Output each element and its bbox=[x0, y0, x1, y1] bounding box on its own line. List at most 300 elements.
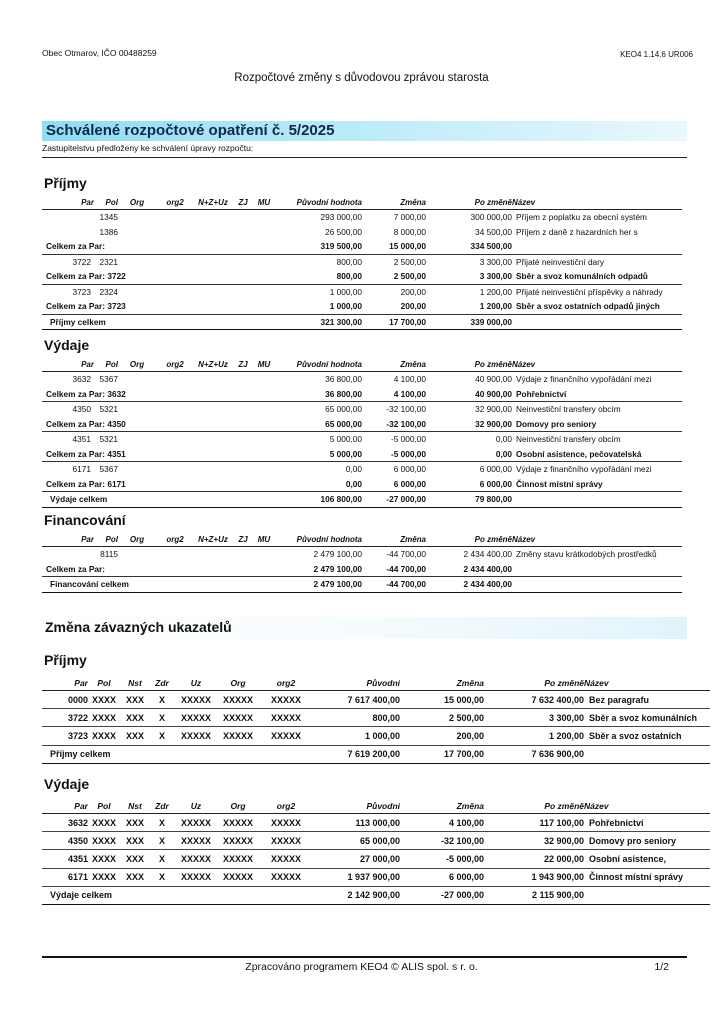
cell: 65 000,00 bbox=[274, 417, 362, 432]
cell: Domovy pro seniory bbox=[584, 832, 710, 850]
cell: Přijaté neinvestiční příspěvky a náhrady bbox=[516, 286, 663, 297]
footer-text: Zpracováno programem KEO4 © ALIS spol. s r. o. bbox=[245, 961, 478, 973]
row-label: Celkem za Par: bbox=[42, 239, 274, 254]
cell: 0,00 bbox=[426, 447, 512, 462]
column-header: org2 bbox=[156, 533, 194, 547]
table-row bbox=[42, 299, 682, 314]
section-title-financovani: Financování bbox=[44, 512, 126, 528]
cell: 2 142 900,00 bbox=[314, 886, 400, 904]
column-header: Pol bbox=[88, 675, 120, 691]
cell bbox=[118, 254, 156, 269]
column-header: Nst bbox=[120, 675, 150, 691]
section-title-prijmy: Příjmy bbox=[44, 175, 87, 191]
cell: Výdaje z finančního vypořádání mezi bbox=[516, 464, 652, 475]
row-label: Celkem za Par: 3723 bbox=[42, 299, 274, 314]
cell: -44 700,00 bbox=[386, 549, 426, 560]
cell bbox=[156, 254, 194, 269]
cell bbox=[118, 462, 156, 477]
cell: 2 479 100,00 bbox=[313, 549, 362, 560]
cell: Osobní asistence, bbox=[584, 850, 710, 868]
section-title-ind-prijmy: Příjmy bbox=[44, 652, 87, 668]
cell: Přijaté neinvestiční dary bbox=[516, 256, 605, 267]
cell bbox=[42, 547, 94, 562]
cell: XXXXX bbox=[258, 868, 314, 886]
cell bbox=[254, 210, 274, 225]
table-total-row bbox=[42, 745, 710, 763]
cell bbox=[156, 547, 194, 562]
cell: X bbox=[150, 850, 174, 868]
table-row bbox=[42, 832, 710, 850]
cell: 3722 bbox=[72, 256, 91, 267]
cell bbox=[512, 314, 682, 330]
column-header: Org bbox=[118, 533, 156, 547]
row-label: Výdaje celkem bbox=[42, 886, 314, 904]
cell bbox=[194, 254, 232, 269]
cell: 22 000,00 bbox=[484, 850, 584, 868]
table-row bbox=[42, 477, 682, 492]
cell: Změny stavu krátkodobých prostředků bbox=[516, 549, 657, 560]
column-header: Par bbox=[42, 798, 88, 814]
column-header: org2 bbox=[156, 358, 194, 372]
cell: 65 000,00 bbox=[314, 832, 400, 850]
cell: 15 000,00 bbox=[400, 691, 484, 709]
column-header: N+Z+Uz bbox=[194, 358, 232, 372]
cell: XXXXX bbox=[174, 850, 218, 868]
row-label: Příjmy celkem bbox=[42, 314, 274, 330]
footer-divider bbox=[42, 956, 687, 958]
column-header: Pol bbox=[94, 358, 118, 372]
column-header: org2 bbox=[258, 798, 314, 814]
column-header: org2 bbox=[156, 196, 194, 210]
cell: XXX bbox=[120, 868, 150, 886]
cell: -44 700,00 bbox=[362, 577, 426, 593]
row-label: Příjmy celkem bbox=[42, 745, 314, 763]
row-label: Financování celkem bbox=[42, 577, 274, 593]
cell: Pohřebnictví bbox=[512, 387, 682, 402]
cell: XXXXX bbox=[218, 868, 258, 886]
table-row bbox=[42, 868, 710, 886]
cell: 200,00 bbox=[400, 727, 484, 745]
row-label: Celkem za Par: 3632 bbox=[42, 387, 274, 402]
section-title-ind-vydaje: Výdaje bbox=[44, 776, 90, 792]
document-title: Rozpočtové změny s důvodovou zprávou starosta bbox=[234, 72, 489, 84]
cell: 5367 bbox=[99, 464, 118, 475]
column-header: Zdr bbox=[150, 798, 174, 814]
cell: 3 300,00 bbox=[484, 709, 584, 727]
cell: Činnost místní správy bbox=[584, 868, 710, 886]
column-header: N+Z+Uz bbox=[194, 196, 232, 210]
cell: XXXX bbox=[88, 727, 120, 745]
column-header: Po změně bbox=[484, 798, 584, 814]
cell: XXXXX bbox=[174, 691, 218, 709]
cell: Sběr a svoz komunálních odpadů bbox=[512, 269, 682, 284]
cell: 17 700,00 bbox=[400, 745, 484, 763]
cell bbox=[232, 432, 254, 447]
table-header-row bbox=[42, 196, 682, 210]
cell: 4 100,00 bbox=[362, 387, 426, 402]
page-number: 1/2 bbox=[654, 961, 669, 973]
column-header: ZJ bbox=[232, 533, 254, 547]
cell: 200,00 bbox=[400, 286, 426, 297]
cell: XXXX bbox=[88, 868, 120, 886]
cell: -32 100,00 bbox=[362, 417, 426, 432]
column-header: Par bbox=[42, 358, 94, 372]
cell: 4350 bbox=[42, 832, 88, 850]
column-header: Název bbox=[512, 358, 682, 372]
cell bbox=[254, 462, 274, 477]
cell: -32 100,00 bbox=[386, 404, 426, 415]
cell: 6 000,00 bbox=[479, 464, 512, 475]
cell: Neinvestiční transfery obcím bbox=[516, 434, 621, 445]
cell: XXXXX bbox=[258, 850, 314, 868]
cell: 5 000,00 bbox=[329, 434, 362, 445]
cell bbox=[254, 254, 274, 269]
row-label: Celkem za Par: 3722 bbox=[42, 269, 274, 284]
cell bbox=[118, 432, 156, 447]
column-header: Název bbox=[512, 196, 682, 210]
cell: 27 000,00 bbox=[314, 850, 400, 868]
table-row bbox=[42, 239, 682, 254]
cell: XXX bbox=[120, 727, 150, 745]
cell: 1386 bbox=[99, 226, 118, 237]
cell: 15 000,00 bbox=[362, 239, 426, 254]
cell: XXX bbox=[120, 832, 150, 850]
cell: 3723 bbox=[42, 727, 88, 745]
table-row bbox=[42, 492, 682, 508]
cell: -5 000,00 bbox=[400, 850, 484, 868]
cell: 65 000,00 bbox=[325, 404, 362, 415]
cell bbox=[232, 372, 254, 387]
cell: Sběr a svoz ostatních bbox=[584, 727, 710, 745]
cell: 293 000,00 bbox=[320, 212, 362, 223]
cell: 0,00 bbox=[345, 464, 362, 475]
table-header-row bbox=[42, 358, 682, 372]
cell: X bbox=[150, 727, 174, 745]
cell: 2 500,00 bbox=[400, 709, 484, 727]
cell: 6171 bbox=[42, 868, 88, 886]
cell: XXXXX bbox=[174, 727, 218, 745]
cell: XXXXX bbox=[174, 709, 218, 727]
cell: XXXXX bbox=[218, 832, 258, 850]
cell bbox=[156, 432, 194, 447]
cell: 2 434 400,00 bbox=[463, 549, 512, 560]
cell: 7 000,00 bbox=[393, 212, 426, 223]
column-header: N+Z+Uz bbox=[194, 533, 232, 547]
column-header: Org bbox=[118, 196, 156, 210]
table-row bbox=[42, 577, 682, 593]
cell: 3632 bbox=[72, 374, 91, 385]
cell: 800,00 bbox=[274, 269, 362, 284]
cell: -27 000,00 bbox=[362, 492, 426, 508]
cell: 319 500,00 bbox=[274, 239, 362, 254]
cell: 17 700,00 bbox=[362, 314, 426, 330]
cell: 117 100,00 bbox=[484, 814, 584, 832]
indicators-title: Změna závazných ukazatelů bbox=[45, 619, 232, 635]
cell: XXXXX bbox=[174, 814, 218, 832]
column-header: Název bbox=[512, 533, 682, 547]
cell: 3723 bbox=[72, 286, 91, 297]
cell: 4350 bbox=[72, 404, 91, 415]
indicators-vydaje-table bbox=[42, 798, 710, 905]
cell: 1 943 900,00 bbox=[484, 868, 584, 886]
cell: X bbox=[150, 832, 174, 850]
cell: 32 900,00 bbox=[475, 404, 512, 415]
cell: X bbox=[150, 709, 174, 727]
cell: 1345 bbox=[99, 212, 118, 223]
column-header: Par bbox=[42, 533, 94, 547]
cell: XXXX bbox=[88, 850, 120, 868]
column-header: MU bbox=[254, 196, 274, 210]
cell bbox=[156, 210, 194, 225]
column-header: Uz bbox=[174, 675, 218, 691]
cell bbox=[194, 210, 232, 225]
cell: 2 115 900,00 bbox=[484, 886, 584, 904]
cell: Činnost místní správy bbox=[512, 477, 682, 492]
cell: XXXXX bbox=[218, 691, 258, 709]
cell: XXX bbox=[120, 709, 150, 727]
cell bbox=[232, 547, 254, 562]
column-header: Pol bbox=[88, 798, 120, 814]
cell: 0000 bbox=[42, 691, 88, 709]
table-row bbox=[42, 709, 710, 727]
cell: 2 500,00 bbox=[393, 256, 426, 267]
cell: -5 000,00 bbox=[390, 434, 426, 445]
cell bbox=[156, 372, 194, 387]
cell: 26 500,00 bbox=[325, 226, 362, 237]
cell: 0,00 bbox=[274, 477, 362, 492]
cell bbox=[156, 284, 194, 299]
cell bbox=[194, 284, 232, 299]
cell: 34 500,00 bbox=[475, 226, 512, 237]
cell bbox=[118, 210, 156, 225]
cell: XXXXX bbox=[218, 850, 258, 868]
vydaje-table bbox=[42, 358, 682, 508]
column-header: Změna bbox=[400, 798, 484, 814]
cell: 8 000,00 bbox=[393, 226, 426, 237]
table-row bbox=[42, 432, 682, 447]
cell bbox=[254, 432, 274, 447]
table-row bbox=[42, 372, 682, 387]
cell: 7 636 900,00 bbox=[484, 745, 584, 763]
table-row bbox=[42, 814, 710, 832]
cell: X bbox=[150, 868, 174, 886]
cell: 6 000,00 bbox=[400, 868, 484, 886]
cell: 6 000,00 bbox=[362, 477, 426, 492]
cell: Výdaje z finančního vypořádání mezi bbox=[516, 374, 652, 385]
cell: XXXXX bbox=[218, 814, 258, 832]
column-header: Pol bbox=[94, 196, 118, 210]
row-label: Celkem za Par: bbox=[42, 562, 274, 577]
cell bbox=[156, 402, 194, 417]
column-header: Po změně bbox=[484, 675, 584, 691]
cell bbox=[194, 462, 232, 477]
table-row bbox=[42, 850, 710, 868]
column-header: Par bbox=[42, 675, 88, 691]
column-header: Org bbox=[218, 798, 258, 814]
cell: 2 434 400,00 bbox=[426, 577, 512, 593]
cell bbox=[254, 372, 274, 387]
cell: 339 000,00 bbox=[426, 314, 512, 330]
column-header: Změna bbox=[362, 533, 426, 547]
cell: XXX bbox=[120, 850, 150, 868]
cell: 5367 bbox=[99, 374, 118, 385]
cell: -27 000,00 bbox=[400, 886, 484, 904]
column-header: Název bbox=[584, 798, 710, 814]
cell: 1 000,00 bbox=[329, 286, 362, 297]
row-label: Celkem za Par: 6171 bbox=[42, 477, 274, 492]
cell: 36 800,00 bbox=[325, 374, 362, 385]
cell: XXX bbox=[120, 814, 150, 832]
cell: -32 100,00 bbox=[400, 832, 484, 850]
divider bbox=[42, 157, 687, 158]
cell: 7 632 400,00 bbox=[484, 691, 584, 709]
column-header: Změna bbox=[362, 196, 426, 210]
table-row bbox=[42, 314, 682, 330]
cell bbox=[512, 239, 682, 254]
measure-title: Schválené rozpočtové opatření č. 5/2025 bbox=[46, 122, 335, 139]
financovani-table bbox=[42, 533, 682, 593]
cell: 334 500,00 bbox=[426, 239, 512, 254]
cell bbox=[194, 432, 232, 447]
cell: 6 000,00 bbox=[393, 464, 426, 475]
cell: XXXXX bbox=[258, 814, 314, 832]
measure-title-band bbox=[42, 121, 687, 141]
cell: Sběr a svoz komunálních bbox=[584, 709, 710, 727]
cell: 6171 bbox=[72, 464, 91, 475]
column-header: Org bbox=[118, 358, 156, 372]
cell bbox=[118, 372, 156, 387]
table-header-row bbox=[42, 798, 710, 814]
row-label: Celkem za Par: 4351 bbox=[42, 447, 274, 462]
cell bbox=[42, 225, 94, 240]
cell: 3 300,00 bbox=[426, 269, 512, 284]
cell bbox=[232, 402, 254, 417]
table-row bbox=[42, 727, 710, 745]
column-header: Uz bbox=[174, 798, 218, 814]
table-row bbox=[42, 387, 682, 402]
cell: 40 900,00 bbox=[426, 387, 512, 402]
cell: Sběr a svoz ostatních odpadů jiných bbox=[512, 299, 682, 314]
cell: 6 000,00 bbox=[426, 477, 512, 492]
cell: 2 479 100,00 bbox=[274, 562, 362, 577]
cell: XXXX bbox=[88, 814, 120, 832]
table-total-row bbox=[42, 886, 710, 904]
cell: XXXXX bbox=[258, 727, 314, 745]
measure-note: Zastupitelstvu předloženy ke schválení úpravy rozpočtu: bbox=[42, 143, 254, 153]
cell: 200,00 bbox=[362, 299, 426, 314]
cell: Osobní asistence, pečovatelská bbox=[512, 447, 682, 462]
column-header: Po změně bbox=[426, 358, 512, 372]
cell: 1 200,00 bbox=[484, 727, 584, 745]
cell: 1 000,00 bbox=[274, 299, 362, 314]
cell: 106 800,00 bbox=[274, 492, 362, 508]
cell: XXXXX bbox=[258, 709, 314, 727]
cell: 7 617 400,00 bbox=[314, 691, 400, 709]
cell bbox=[194, 547, 232, 562]
table-header-row bbox=[42, 533, 682, 547]
column-header: Org bbox=[218, 675, 258, 691]
cell: 800,00 bbox=[336, 256, 362, 267]
cell bbox=[232, 254, 254, 269]
column-header: org2 bbox=[258, 675, 314, 691]
table-row bbox=[42, 462, 682, 477]
cell: 79 800,00 bbox=[426, 492, 512, 508]
cell: 4 100,00 bbox=[393, 374, 426, 385]
cell: 4351 bbox=[42, 850, 88, 868]
column-header: Po změně bbox=[426, 196, 512, 210]
cell: 3722 bbox=[42, 709, 88, 727]
column-header: ZJ bbox=[232, 358, 254, 372]
column-header: Původní hodnota bbox=[274, 533, 362, 547]
cell: XXXXX bbox=[258, 832, 314, 850]
column-header: Zdr bbox=[150, 675, 174, 691]
cell: XXXX bbox=[88, 709, 120, 727]
cell: 1 200,00 bbox=[426, 299, 512, 314]
cell: 36 800,00 bbox=[274, 387, 362, 402]
cell bbox=[512, 577, 682, 593]
table-row bbox=[42, 417, 682, 432]
cell bbox=[194, 225, 232, 240]
cell bbox=[512, 562, 682, 577]
cell: 3 300,00 bbox=[479, 256, 512, 267]
cell: 2321 bbox=[99, 256, 118, 267]
cell bbox=[118, 547, 156, 562]
cell: 113 000,00 bbox=[314, 814, 400, 832]
cell: Domovy pro seniory bbox=[512, 417, 682, 432]
cell: 4351 bbox=[72, 434, 91, 445]
row-label: Výdaje celkem bbox=[42, 492, 274, 508]
cell bbox=[512, 492, 682, 508]
cell bbox=[118, 284, 156, 299]
cell: 4 100,00 bbox=[400, 814, 484, 832]
table-row bbox=[42, 402, 682, 417]
cell bbox=[254, 547, 274, 562]
column-header: Původní bbox=[314, 675, 400, 691]
cell bbox=[254, 225, 274, 240]
cell: 3632 bbox=[42, 814, 88, 832]
cell bbox=[584, 886, 710, 904]
column-header: Po změně bbox=[426, 533, 512, 547]
column-header: MU bbox=[254, 358, 274, 372]
cell: Pohřebnictví bbox=[584, 814, 710, 832]
cell: 8115 bbox=[100, 549, 118, 560]
cell bbox=[232, 462, 254, 477]
organization-name: Obec Otmarov, IČO 00488259 bbox=[42, 48, 157, 58]
cell: Neinvestiční transfery obcím bbox=[516, 404, 621, 415]
cell: Bez paragrafu bbox=[584, 691, 710, 709]
cell bbox=[584, 745, 710, 763]
cell bbox=[232, 210, 254, 225]
cell: 321 300,00 bbox=[274, 314, 362, 330]
program-version: KEO4 1.14.6 UR006 bbox=[620, 50, 693, 59]
table-header-row bbox=[42, 675, 710, 691]
cell bbox=[118, 225, 156, 240]
table-row bbox=[42, 284, 682, 299]
column-header: Změna bbox=[400, 675, 484, 691]
cell bbox=[118, 402, 156, 417]
table-row bbox=[42, 547, 682, 562]
cell bbox=[232, 284, 254, 299]
cell: 40 900,00 bbox=[475, 374, 512, 385]
column-header: Původní hodnota bbox=[274, 196, 362, 210]
indicators-prijmy-table bbox=[42, 675, 710, 764]
cell bbox=[254, 284, 274, 299]
column-header: Pol bbox=[94, 533, 118, 547]
cell: XXXXX bbox=[174, 832, 218, 850]
table-row bbox=[42, 691, 710, 709]
row-label: Celkem za Par: 4350 bbox=[42, 417, 274, 432]
cell: XXXXX bbox=[258, 691, 314, 709]
